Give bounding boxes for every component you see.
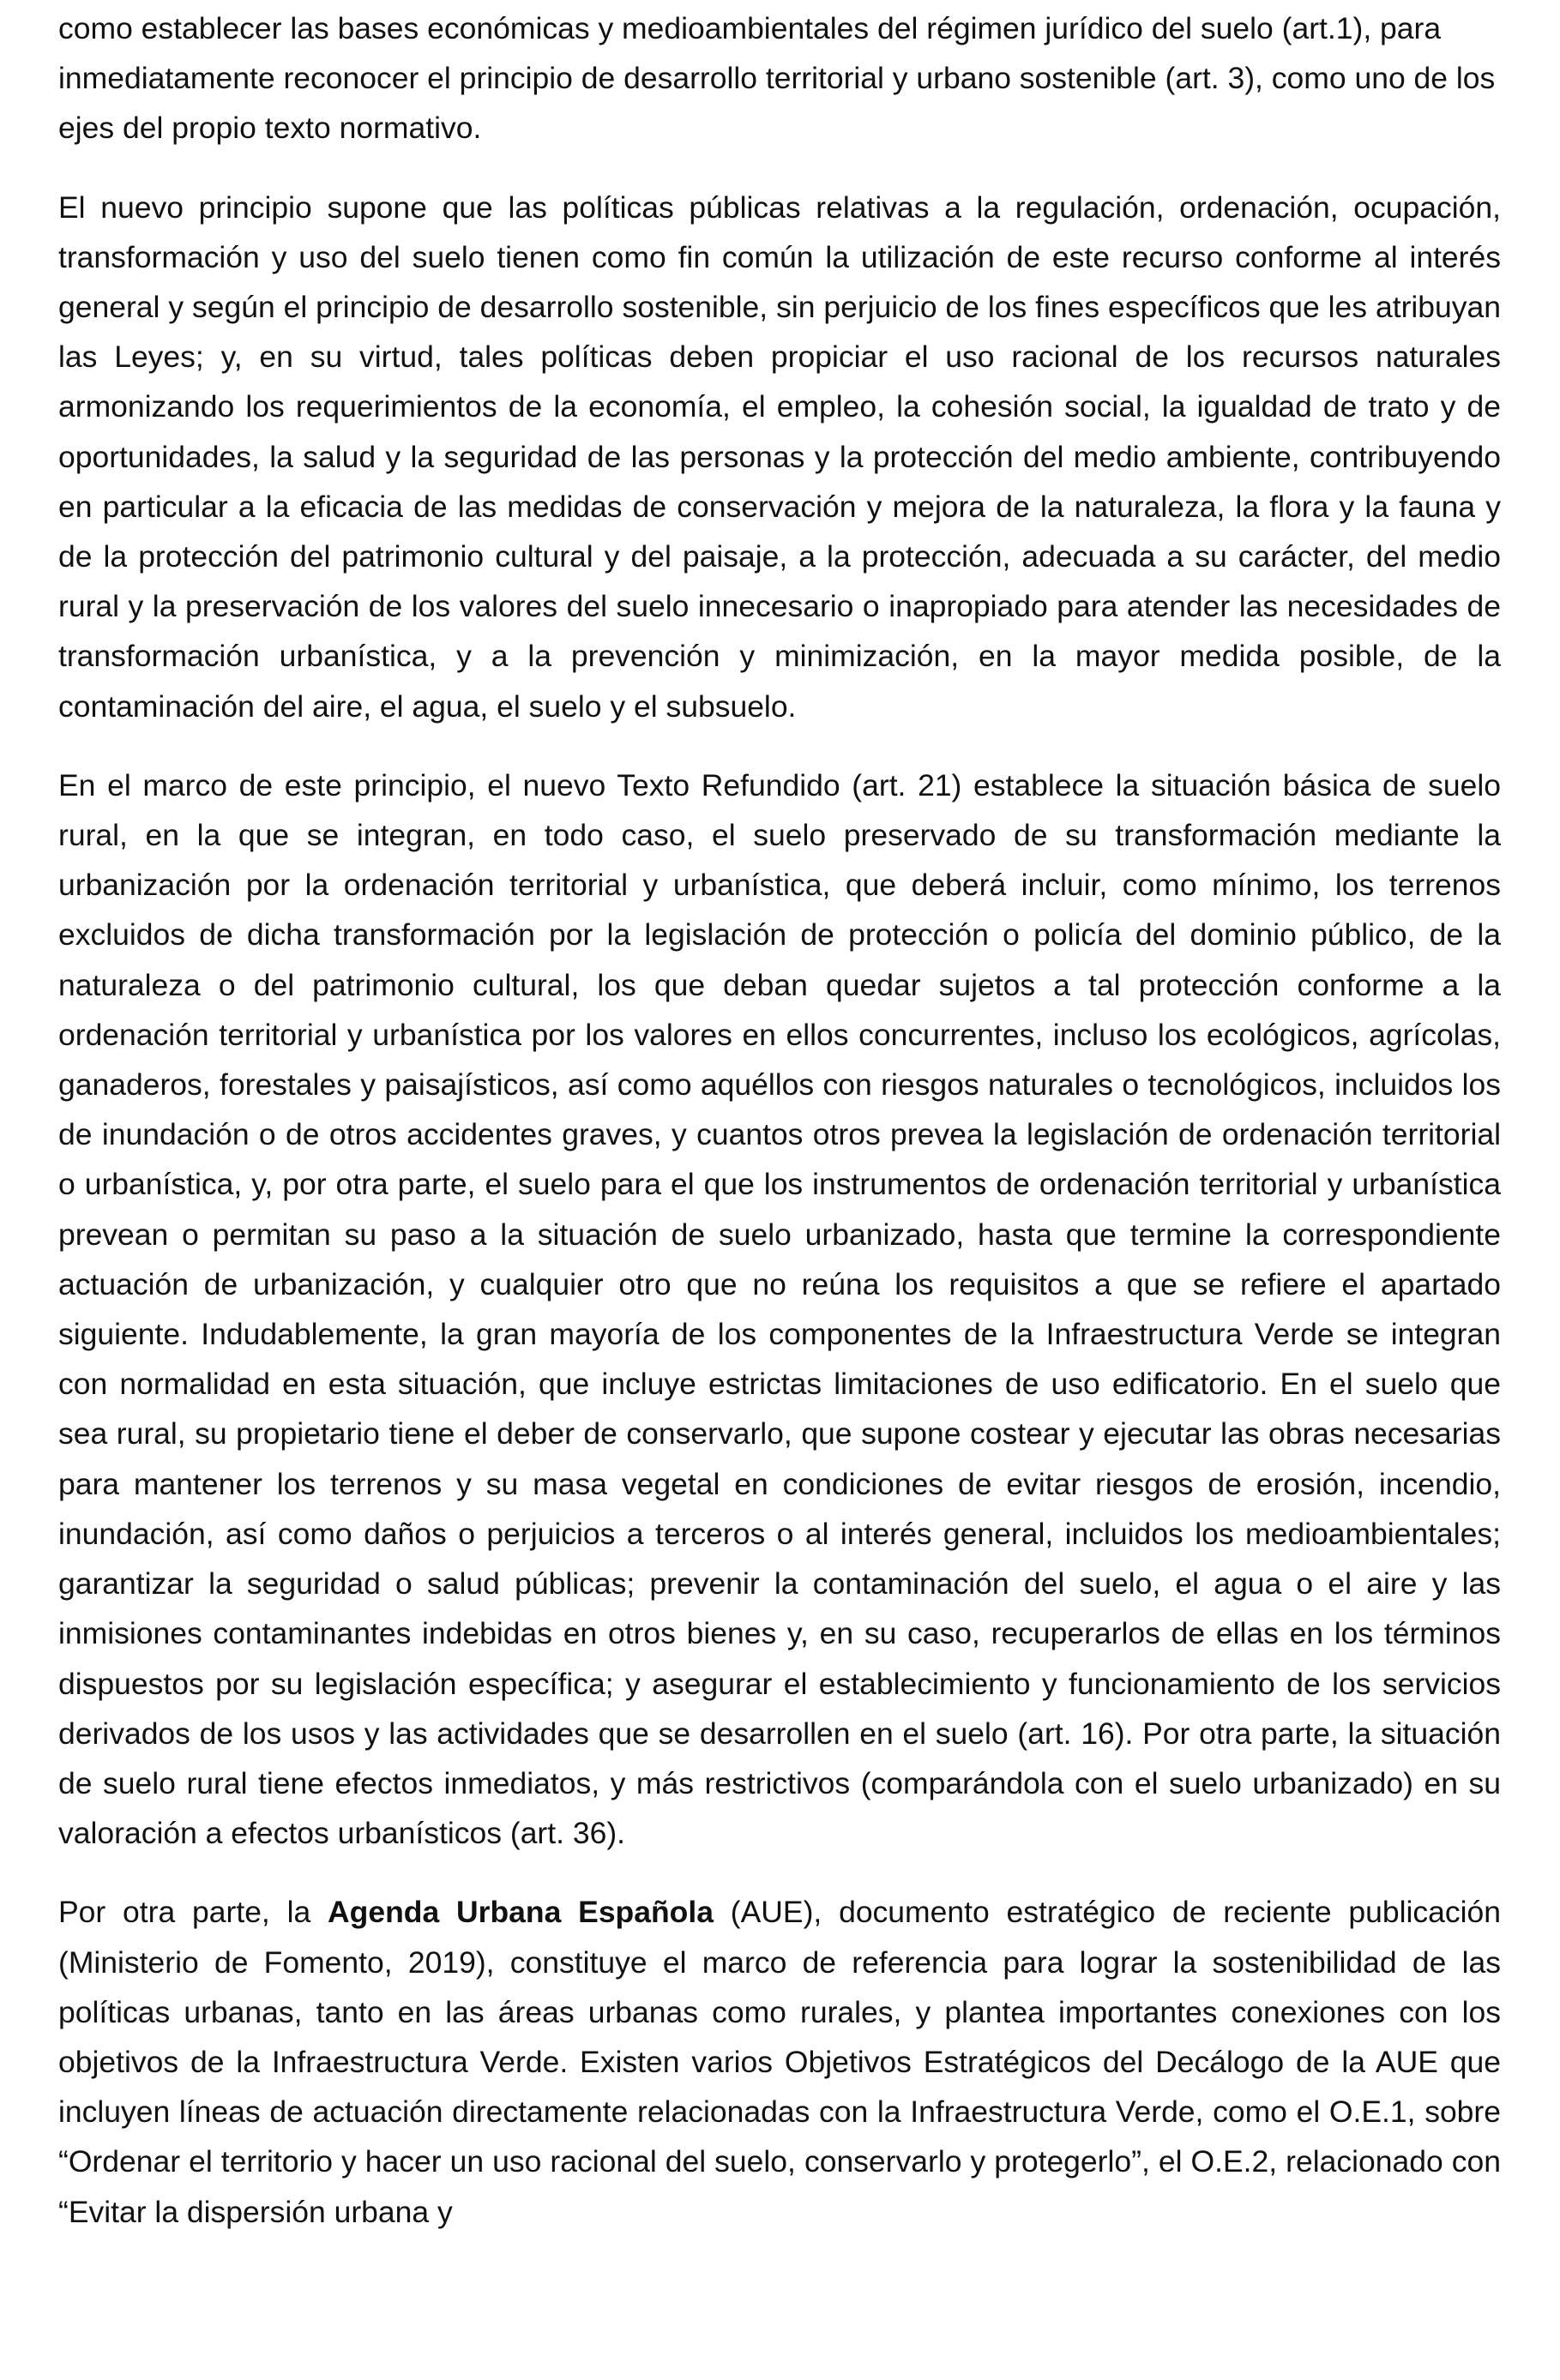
paragraph-1: como establecer las bases económicas y medioambientales del régimen jurídico del suelo (art.1), para inmediatamente reconocer el principio de desarrollo territorial y urbano sostenible (art. 3), como uno de los ejes del propio texto normativo. <box>58 11 1496 146</box>
paragraph-3: En el marco de este principio, el nuevo Texto Refundido (art. 21) establece la situación básica de suelo rural, en la que se integran, en todo caso, el suelo preservado de su transformación mediante la urbanización por la ordenación territorial y urbanística, que deberá incluir, como mínimo, los terrenos excluidos de dicha transformación por la legislación de protección o policía del dominio público, de la naturaleza o del patrimonio cultural, los que deban quedar sujetos a tal protección conforme a la ordenación territorial y urbanística por los valores en ellos concurrentes, incluso los ecológicos, agrícolas, ganaderos, forestales y paisajísticos, así como aquéllos con riesgos naturales o tecnológicos, incluidos los de inundación o de otros accidentes graves, y cuantos otros prevea la legislación de ordenación territorial o urbanística, y, por otra parte, el suelo para el que los instrumentos de ordenación territorial y urbanística prevean o permitan su paso a la situación de suelo urbanizado, hasta que termine la correspondiente actuación de urbanización, y cualquier otro que no reúna los requisitos a que se refiere el apartado siguiente. Indudablemente, la gran mayoría de los componentes de la Infraestructura Verde se integran con normalidad en esta situación, que incluye estrictas limitaciones de uso edificatorio. En el suelo que sea rural, su propietario tiene el deber de conservarlo, que supone costear y ejecutar las obras necesarias para mantener los terrenos y su masa vegetal en condiciones de evitar riesgos de erosión, incendio, inundación, así como daños o perjuicios a terceros o al interés general, incluidos los medioambientales; garantizar la seguridad o salud públicas; prevenir la contaminación del suelo, el agua o el aire y las inmisiones contaminantes indebidas en otros bienes y, en su caso, recuperarlos de ellas en los términos dispuestos por su legislación específica; y asegurar el establecimiento y funcionamiento de los servicios derivados de los usos y las actividades que se desarrollen en el suelo (art. 16). Por otra parte, la situación de suelo rural tiene efectos inmediatos, y más restrictivos (comparándola con el suelo urbanizado) en su valoración a efectos urbanísticos (art. 36). <box>58 767 1501 1851</box>
document-page <box>58 3 1501 2237</box>
paragraph-4-body: (AUE), documento estratégico de reciente publicación (Ministerio de Fomento, 2019), constituye el marco de referencia para lograr la sostenibilidad de las políticas urbanas, tanto en las áreas urbanas como rurales, y plantea importantes conexiones con los objetivos de la Infraestructura Verde. Existen varios Objetivos Estratégicos del Decálogo de la AUE que incluyen líneas de actuación directamente relacionadas con la Infraestructura Verde, como el O.E.1, sobre “Ordenar el territorio y hacer un uso racional del suelo, conservarlo y protegerlo”, el O.E.2, relacionado con “Evitar la dispersión urbana y <box>58 1895 1501 2229</box>
paragraph-4-intro: Por otra parte, la <box>58 1895 328 1930</box>
paragraph-2: El nuevo principio supone que las políticas públicas relativas a la regulación, ordenación, ocupación, transformación y uso del suelo tienen como fin común la utilización de este recurso conforme al interés general y según el principio de desarrollo sostenible, sin perjuicio de los fines específicos que les atribuyan las Leyes; y, en su virtud, tales políticas deben propiciar el uso racional de los recursos naturales armonizando los requerimientos de la economía, el empleo, la cohesión social, la igualdad de trato y de oportunidades, la salud y la seguridad de las personas y la protección del medio ambiente, contribuyendo en particular a la eficacia de las medidas de conservación y mejora de la naturaleza, la flora y la fauna y de la protección del patrimonio cultural y del paisaje, a la protección, adecuada a su carácter, del medio rural y la preservación de los valores del suelo innecesario o inapropiado para atender las necesidades de transformación urbanística, y a la prevención y minimización, en la mayor medida posible, de la contaminación del aire, el agua, el suelo y el subsuelo. <box>58 189 1501 724</box>
agenda-urbana-term: Agenda Urbana Española <box>328 1895 714 1930</box>
paragraph-4 <box>58 1887 1501 2236</box>
